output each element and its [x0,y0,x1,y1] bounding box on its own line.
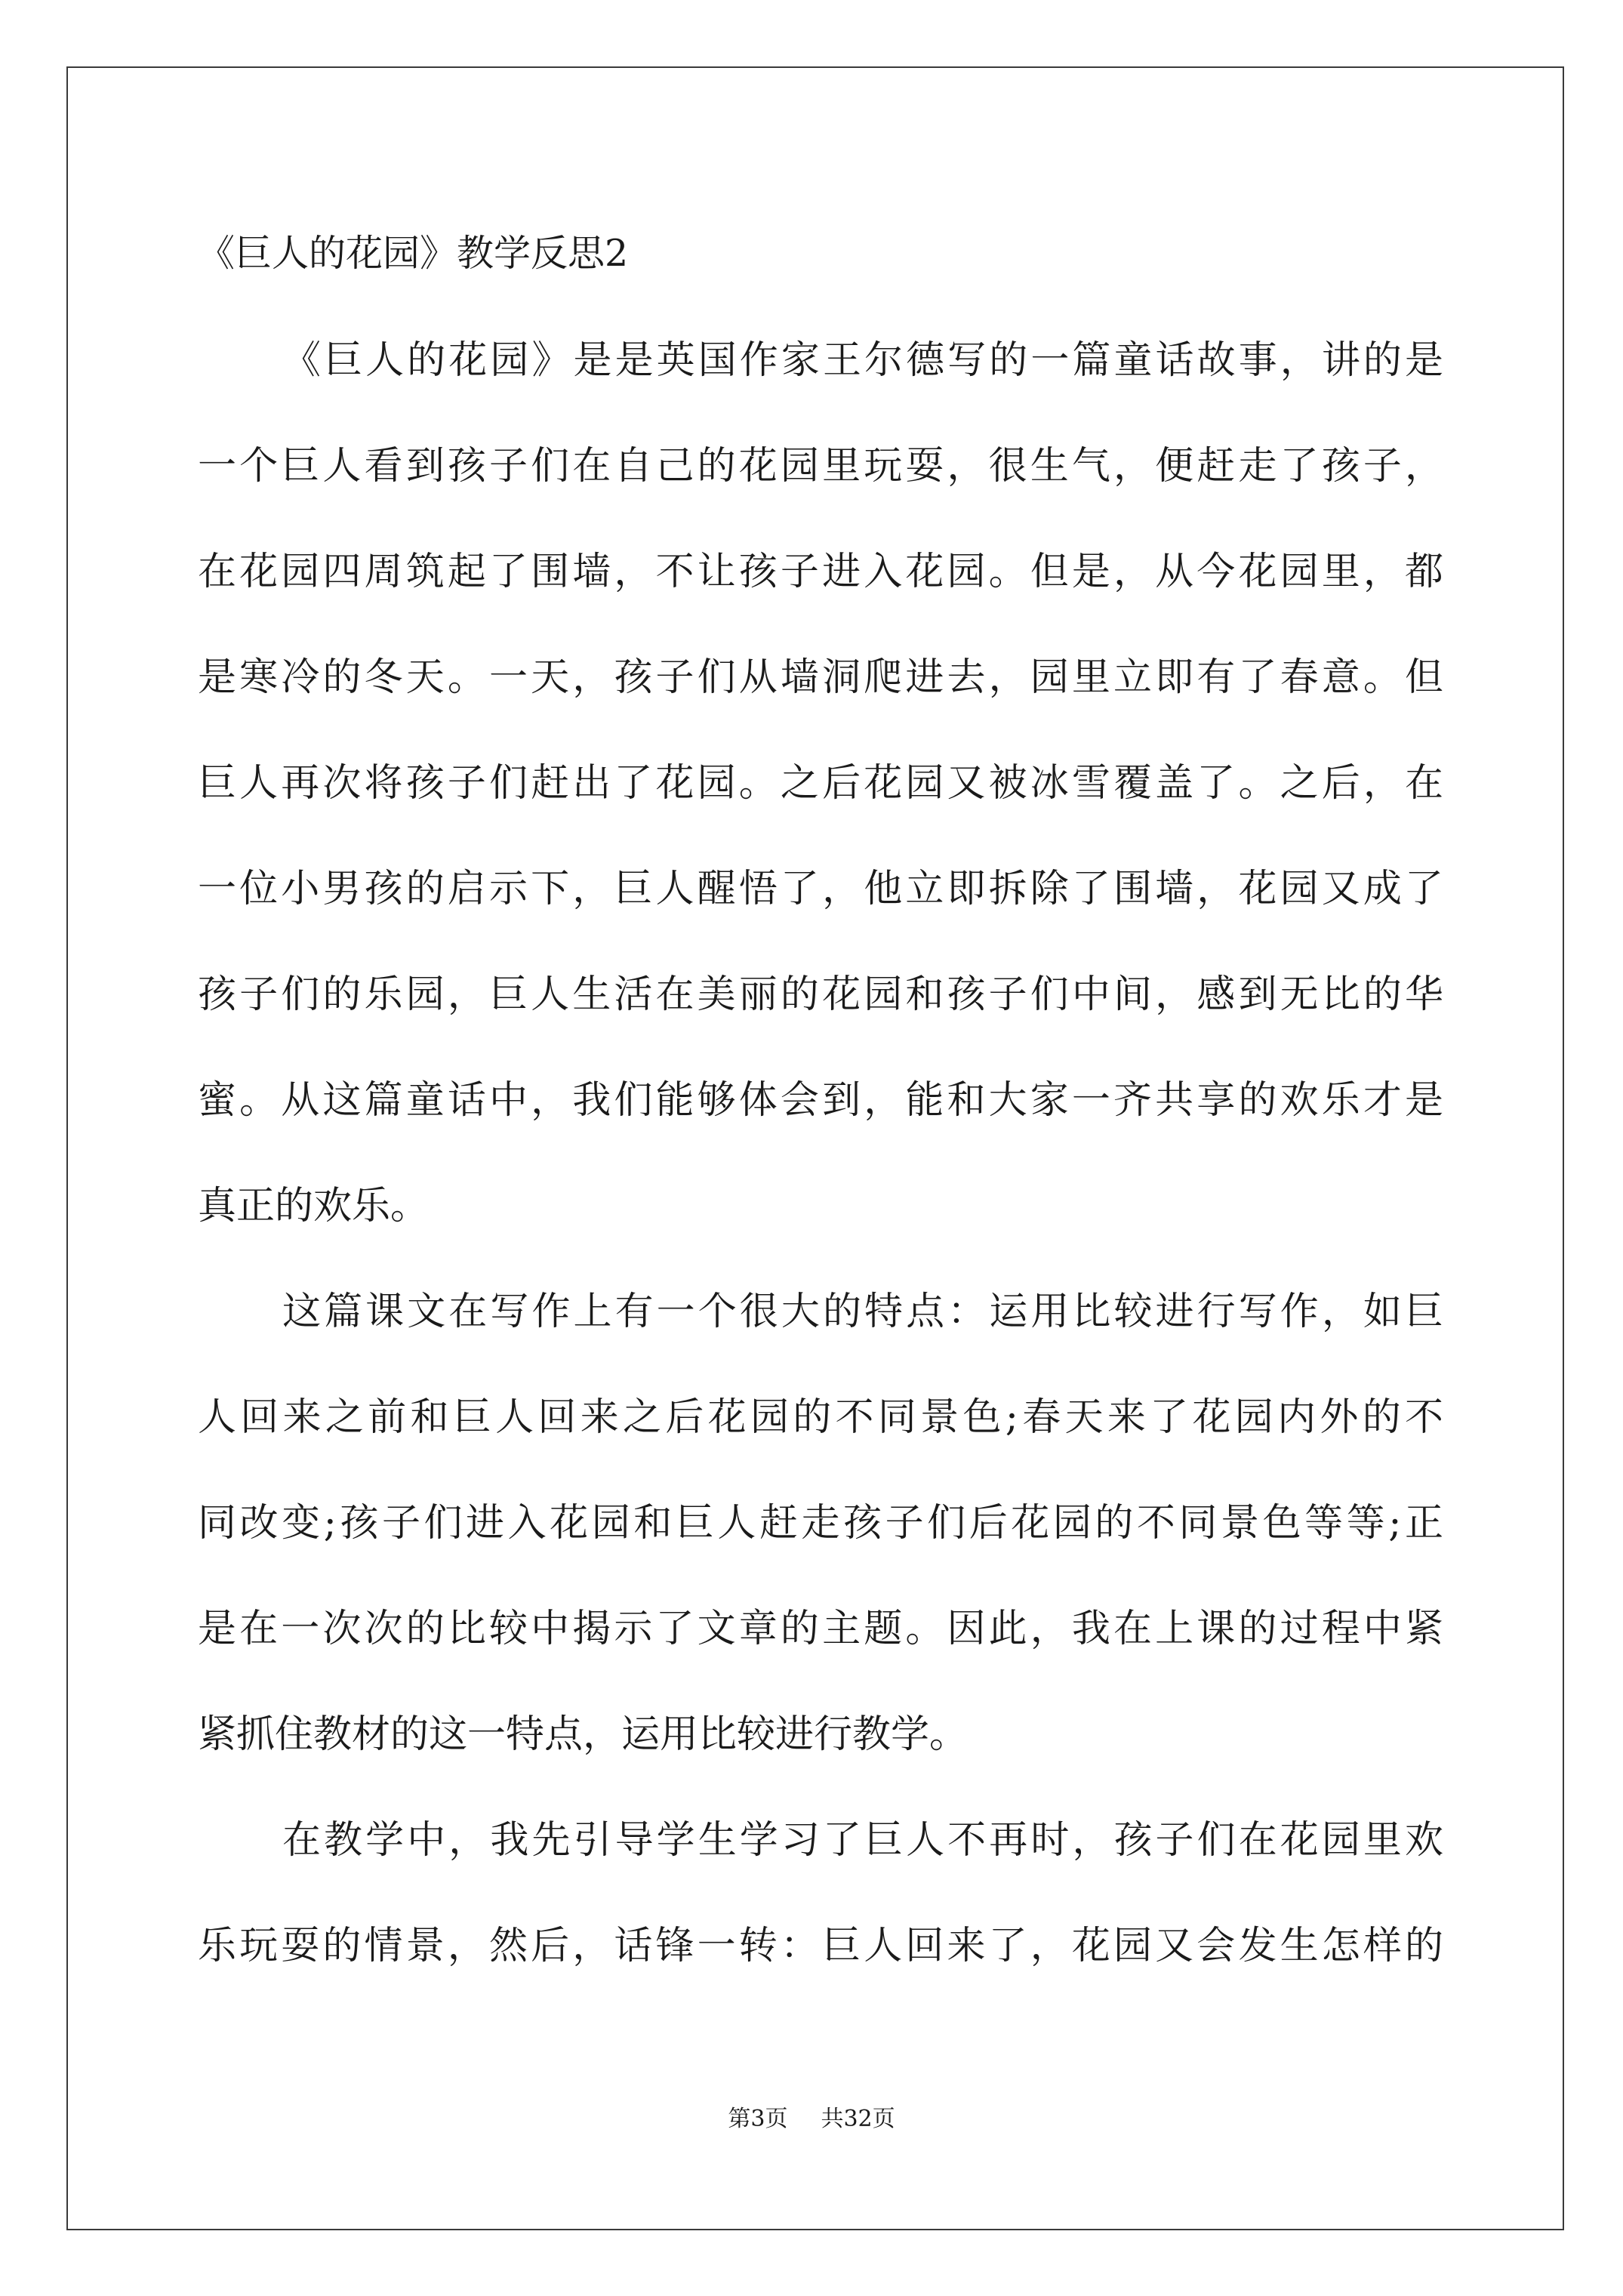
paragraph-1-line-9: 真正的欢乐。 [198,1184,430,1228]
paragraph-3-line-2: 乐玩耍的情景，然后，话锋一转：巨人回来了，花园又会发生怎样的 [198,1924,1443,1968]
page-number-total: 共32页 [821,2106,895,2132]
paragraph-2-line-2: 人回来之前和巨人回来之后花园的不同景色;春天来了花园内外的不 [198,1395,1443,1440]
paragraph-3-line-1: 在教学中，我先引导学生学习了巨人不再时，孩子们在花园里欢 [282,1818,1443,1863]
paragraph-1-line-3: 在花园四周筑起了围墙，不让孩子进入花园。但是，从今花园里，都 [198,550,1443,594]
paragraph-1-line-8: 蜜。从这篇童话中，我们能够体会到，能和大家一齐共享的欢乐才是 [198,1078,1443,1123]
document-title: 《巨人的花园》教学反思2 [198,232,629,275]
paragraph-2-line-5: 紧抓住教材的这一特点，运用比较进行教学。 [198,1712,969,1757]
paragraph-2-line-4: 是在一次次的比较中揭示了文章的主题。因此，我在上课的过程中紧 [198,1607,1443,1651]
page-number-current: 第3页 [728,2106,788,2132]
paragraph-1-line-5: 巨人再次将孩子们赶出了花园。之后花园又被冰雪覆盖了。之后，在 [198,761,1443,806]
paragraph-1-line-6: 一位小男孩的启示下，巨人醒悟了，他立即拆除了围墙，花园又成了 [198,867,1443,911]
paragraph-1-line-2: 一个巨人看到孩子们在自己的花园里玩耍，很生气，便赶走了孩子， [198,444,1443,488]
paragraph-1-line-1: 《巨人的花园》是是英国作家王尔德写的一篇童话故事，讲的是 [282,338,1443,383]
paragraph-1-line-4: 是寒冷的冬天。一天，孩子们从墙洞爬进去，园里立即有了春意。但 [198,655,1443,700]
page-footer [0,2100,1623,2138]
paragraph-2-line-1: 这篇课文在写作上有一个很大的特点：运用比较进行写作，如巨 [282,1290,1443,1334]
paragraph-1-line-7: 孩子们的乐园，巨人生活在美丽的花园和孩子们中间，感到无比的华 [198,972,1443,1017]
paragraph-2-line-3: 同改变;孩子们进入花园和巨人赶走孩子们后花园的不同景色等等;正 [198,1501,1443,1546]
